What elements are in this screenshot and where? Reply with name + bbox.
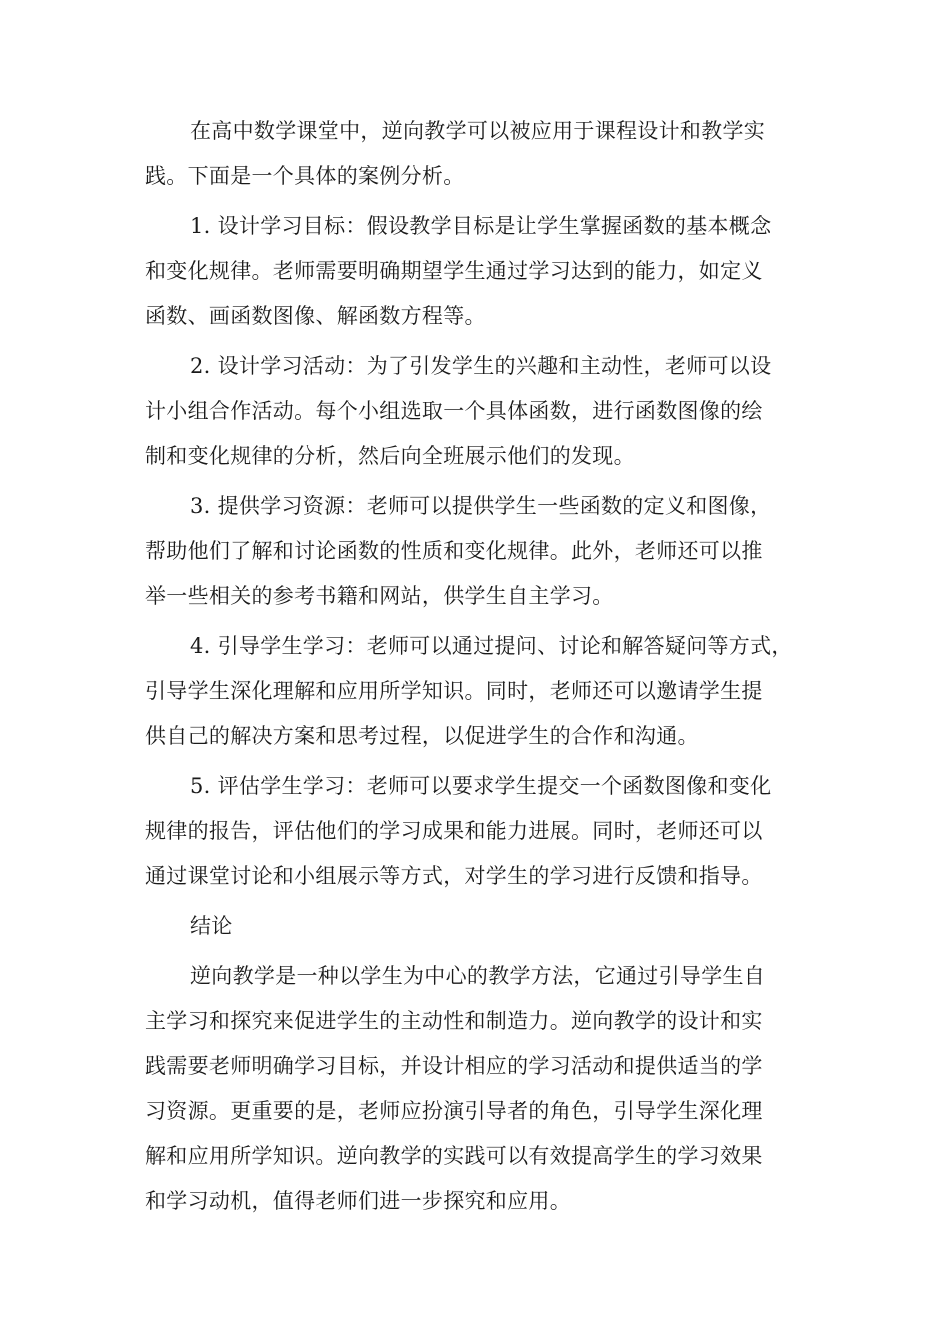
item-3-line-1: 3. 提供学习资源：老师可以提供学生一些函数的定义和图像，	[190, 494, 772, 518]
item-4-line-2: 引导学生深化理解和应用所学知识。同时，老师还可以邀请学生提	[145, 679, 763, 703]
conclusion-line-1: 逆向教学是一种以学生为中心的教学方法，它通过引导学生自	[190, 964, 766, 988]
conclusion-line-5: 解和应用所学知识。逆向教学的实践可以有效提高学生的学习效果	[145, 1144, 763, 1168]
item-4-line-3: 供自己的解决方案和思考过程，以促进学生的合作和沟通。	[145, 724, 699, 748]
item-5-line-2: 规律的报告，评估他们的学习成果和能力进展。同时，老师还可以	[145, 819, 763, 843]
intro-line-1: 在高中数学课堂中，逆向教学可以被应用于课程设计和教学实	[190, 119, 766, 143]
item-3-line-3: 举一些相关的参考书籍和网站，供学生自主学习。	[145, 584, 614, 608]
item-2-line-2: 计小组合作活动。每个小组选取一个具体函数，进行函数图像的绘	[145, 399, 763, 423]
conclusion-line-2: 主学习和探究来促进学生的主动性和制造力。逆向教学的设计和实	[145, 1009, 763, 1033]
item-5-line-1: 5. 评估学生学习：老师可以要求学生提交一个函数图像和变化	[190, 774, 772, 798]
item-5-line-3: 通过课堂讨论和小组展示等方式，对学生的学习进行反馈和指导。	[145, 864, 763, 888]
item-2-line-3: 制和变化规律的分析，然后向全班展示他们的发现。	[145, 444, 635, 468]
conclusion-line-6: 和学习动机，值得老师们进一步探究和应用。	[145, 1189, 571, 1213]
conclusion-line-3: 践需要老师明确学习目标，并设计相应的学习活动和提供适当的学	[145, 1054, 763, 1078]
item-1-line-1: 1. 设计学习目标：假设教学目标是让学生掌握函数的基本概念	[190, 214, 772, 238]
conclusion-heading: 结论	[190, 914, 233, 938]
conclusion-line-4: 习资源。更重要的是，老师应扮演引导者的角色，引导学生深化理	[145, 1099, 763, 1123]
item-1-line-3: 函数、画函数图像、解函数方程等。	[145, 304, 486, 328]
item-3-line-2: 帮助他们了解和讨论函数的性质和变化规律。此外，老师还可以推	[145, 539, 763, 563]
item-1-line-2: 和变化规律。老师需要明确期望学生通过学习达到的能力，如定义	[145, 259, 763, 283]
item-4-line-1: 4. 引导学生学习：老师可以通过提问、讨论和解答疑问等方式，	[190, 634, 793, 658]
item-2-line-1: 2. 设计学习活动：为了引发学生的兴趣和主动性，老师可以设	[190, 354, 772, 378]
intro-line-2: 践。下面是一个具体的案例分析。	[145, 164, 465, 188]
